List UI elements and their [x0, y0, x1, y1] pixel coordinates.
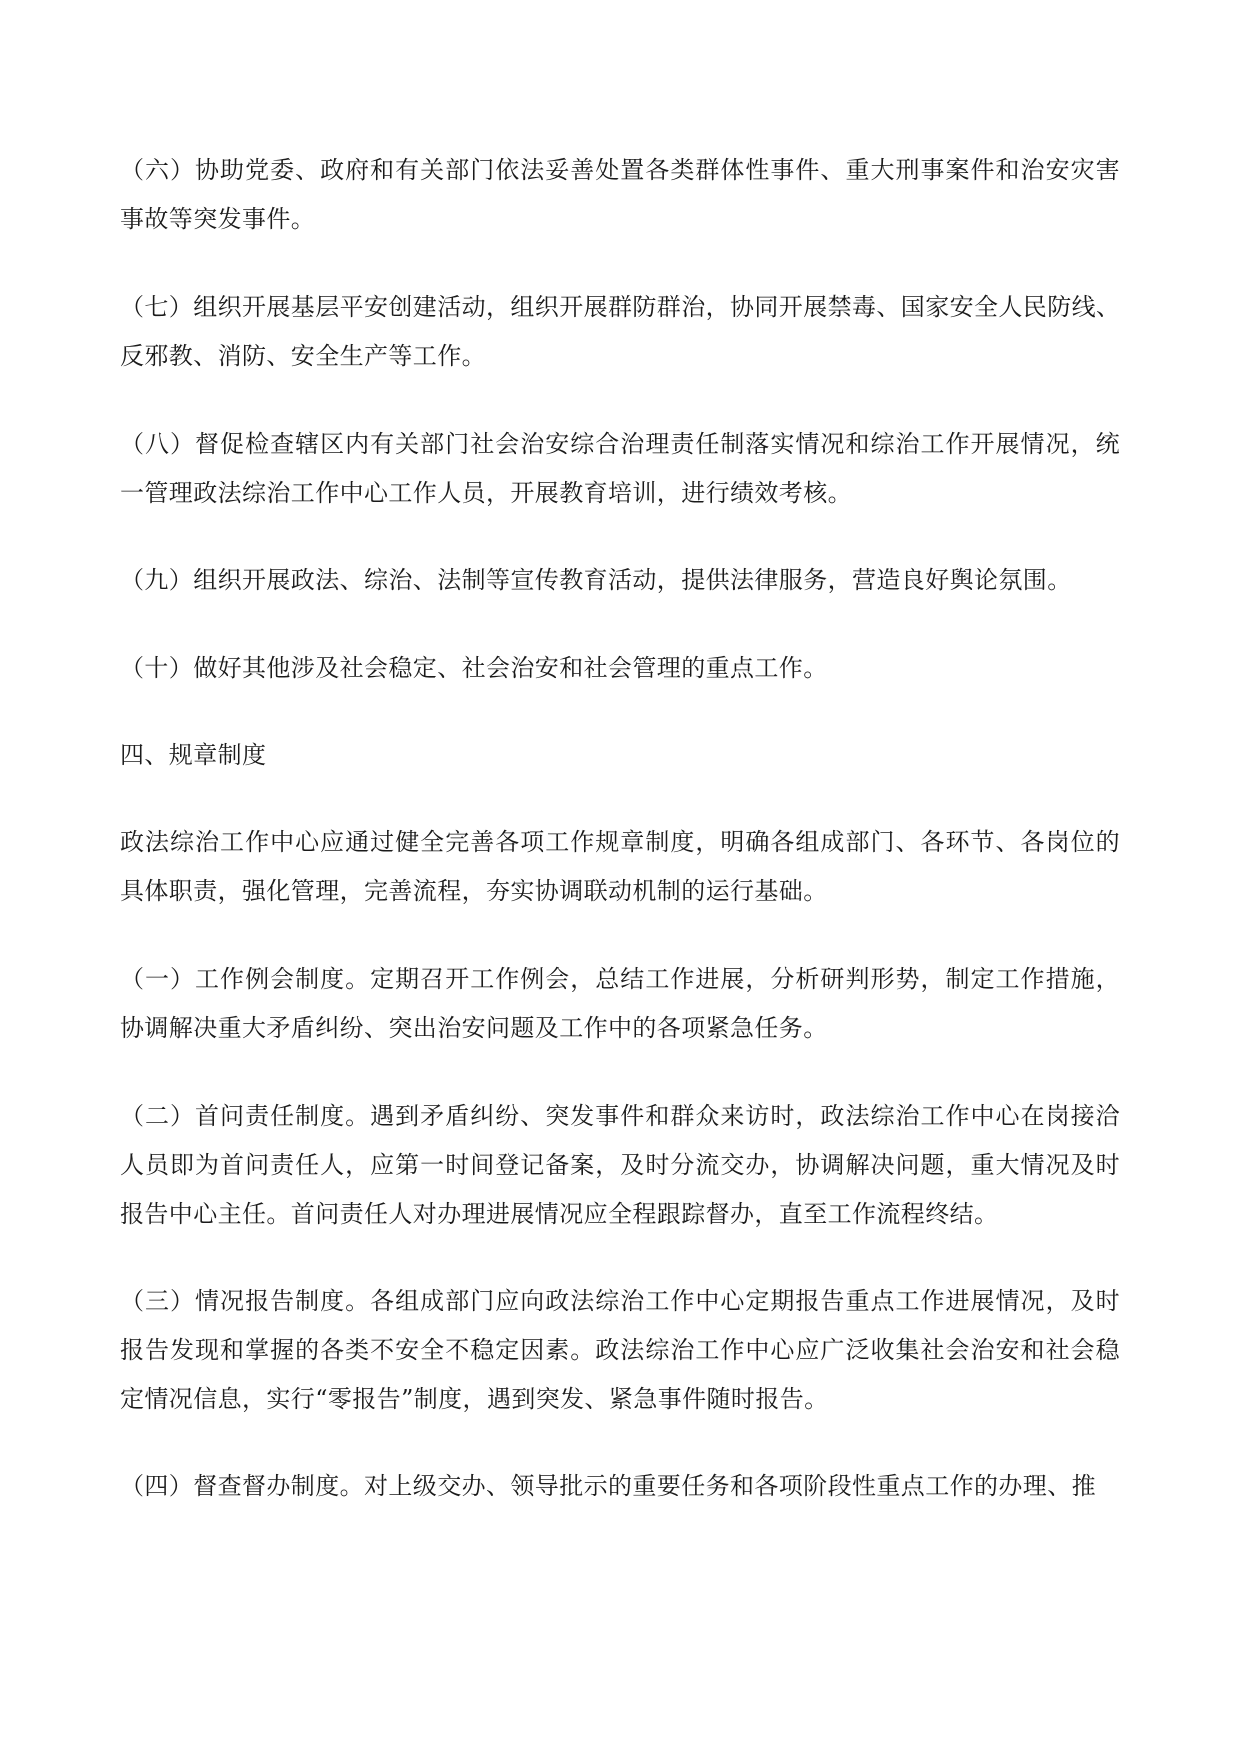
- text-line: 政法综治工作中心应通过健全完善各项工作规章制度，明确各组成部门、各环节、各岗位的: [120, 828, 1120, 856]
- text-line: （一）工作例会制度。定期召开工作例会，总结工作进展，分析研判形势，制定工作措施，: [120, 965, 1120, 993]
- paragraph-item-8: [120, 420, 1120, 518]
- text-line: 人员即为首问责任人，应第一时间登记备案，及时分流交办，协调解决问题，重大情况及时: [120, 1151, 1120, 1179]
- section-heading-text: 四、规章制度: [120, 741, 267, 769]
- paragraph-item-10: [120, 644, 1120, 693]
- text-line: 报告发现和掌握的各类不安全不稳定因素。政法综治工作中心应广泛收集社会治安和社会稳: [120, 1336, 1120, 1364]
- text-line: （十）做好其他涉及社会稳定、社会治安和社会管理的重点工作。: [120, 654, 828, 682]
- text-line: （八）督促检查辖区内有关部门社会治安综合治理责任制落实情况和综治工作开展情况，统: [120, 430, 1120, 458]
- paragraph-rule-1: [120, 955, 1120, 1053]
- text-line: 定情况信息，实行“零报告”制度，遇到突发、紧急事件随时报告。: [120, 1385, 829, 1413]
- text-line: （六）协助党委、政府和有关部门依法妥善处置各类群体性事件、重大刑事案件和治安灾害: [120, 156, 1120, 184]
- paragraph-rule-3: [120, 1277, 1120, 1424]
- section-heading: [120, 731, 1120, 780]
- text-line: 反邪教、消防、安全生产等工作。: [120, 342, 486, 370]
- text-line: （二）首问责任制度。遇到矛盾纠纷、突发事件和群众来访时，政法综治工作中心在岗接洽: [120, 1102, 1120, 1130]
- text-line: 具体职责，强化管理，完善流程，夯实协调联动机制的运行基础。: [120, 877, 828, 905]
- paragraph-item-7: [120, 283, 1120, 381]
- text-line: （七）组织开展基层平安创建活动，组织开展群防群治，协同开展禁毒、国家安全人民防线、: [120, 293, 1121, 321]
- text-line: 一管理政法综治工作中心工作人员，开展教育培训，进行绩效考核。: [120, 479, 852, 507]
- text-line: 报告中心主任。首问责任人对办理进展情况应全程跟踪督办，直至工作流程终结。: [120, 1200, 999, 1228]
- text-line: （四）督查督办制度。对上级交办、领导批示的重要任务和各项阶段性重点工作的办理、推: [120, 1472, 1096, 1500]
- text-line: 协调解决重大矛盾纠纷、突出治安问题及工作中的各项紧急任务。: [120, 1014, 828, 1042]
- paragraph-section-4-intro: [120, 818, 1120, 916]
- text-line: （三）情况报告制度。各组成部门应向政法综治工作中心定期报告重点工作进展情况，及时: [120, 1287, 1120, 1315]
- text-line: （九）组织开展政法、综治、法制等宣传教育活动，提供法律服务，营造良好舆论氛围。: [120, 566, 1072, 594]
- paragraph-item-6: [120, 146, 1120, 244]
- paragraph-rule-4: [120, 1462, 1120, 1511]
- text-line: 事故等突发事件。: [120, 205, 316, 233]
- paragraph-rule-2: [120, 1092, 1120, 1239]
- paragraph-item-9: [120, 556, 1120, 605]
